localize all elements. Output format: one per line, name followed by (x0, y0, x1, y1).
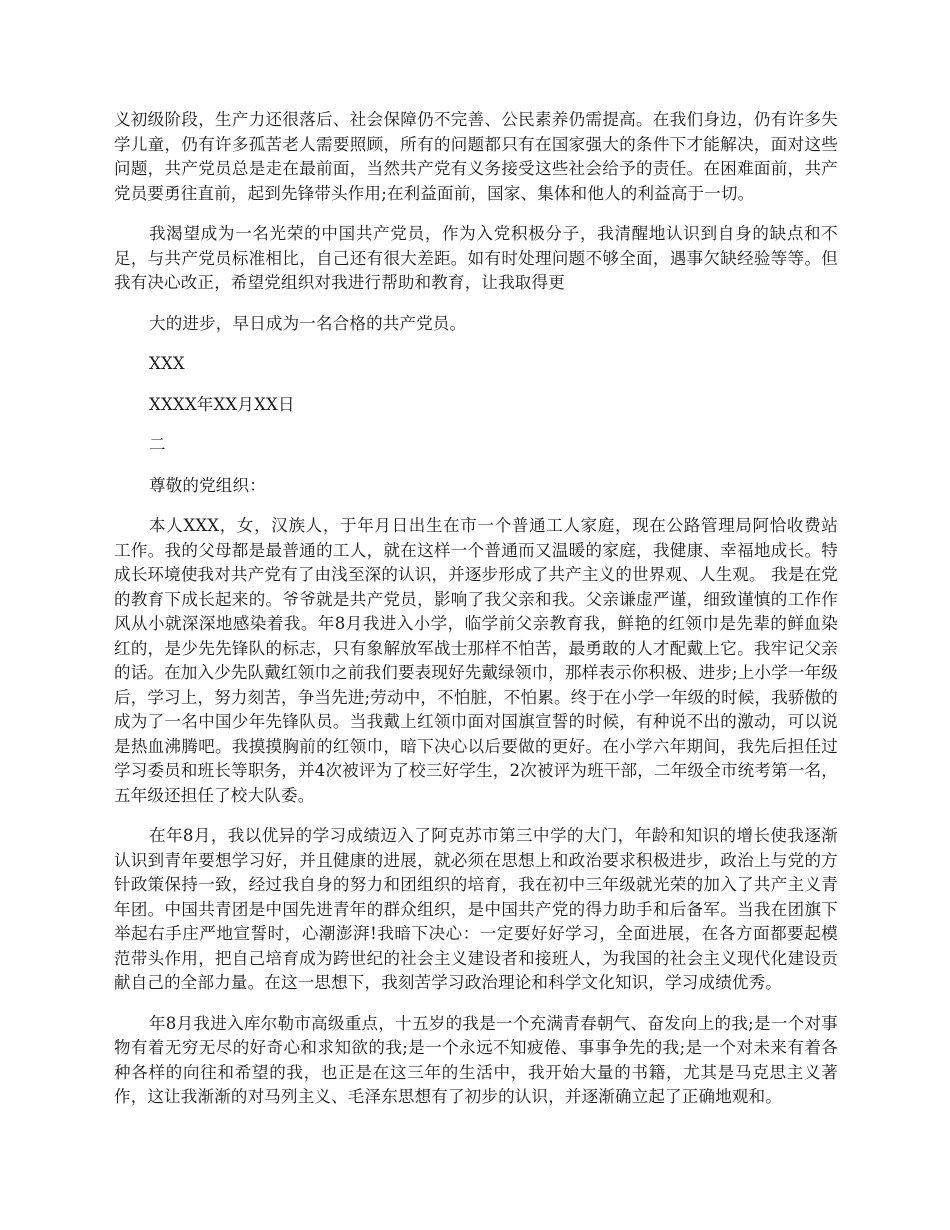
paragraph-aspiration: 我渴望成为一名光荣的中国共产党员，作为入党积极分子，我清醒地认识到自身的缺点和不足，与共产党员标准相比，自己还有很大差距。如有时处理问题不够全面，遇事欠缺经验等等。但我有决心改正，希望党组织对我进行帮助和教育，让我取得更 (114, 224, 838, 292)
signature-name: XXX (149, 354, 185, 373)
signature-date: XXXX年XX月XX日 (149, 394, 295, 414)
paragraph-background: 本人XXX，女，汉族人，于年月日出生在市一个普通工人家庭，现在公路管理局阿恰收费站 工作。我的父母都是最普通的工人，就在这样一个普通而又温暖的家庭，我健康、幸福地成长。特成长环境使我对共产党有了由浅至深的认识，并逐步形成了共产主义的世界观、人生观。 我是在党的教育下成长起来的。爷爷就是共产党员，影响了我父亲和我。父亲谦虚严谨，细致谨慎的工作作风从小就深深地感染着我。年8月我进入小学，临学前父亲教育我，鲜艳的红领巾是先辈的鲜血染红的，是少先先锋队的标志，只有象解放军战士那样不怕苦，最勇敢的人才配戴上它。我牢记父亲的话。在加入少先队戴红领巾之前我们要表现好先戴绿领巾，那样表示你积极、进步;上小学一年级后，学习上，努力刻苦，争当先进;劳动中，不怕脏，不怕累。终于在小学一年级的时候，我骄傲的成为了一名中国少年先锋队员。当我戴上红领巾面对国旗宣誓的时候，有种说不出的激动，可以说是热血沸腾吧。我摸摸胸前的红领巾，暗下决心以后要做的更好。在小学六年期间，我先后担任过学习委员和班长等职务，并4次被评为了校三好学生，2次被评为班干部，二年级全市统考第一名，五年级还担任了校大队委。 (114, 516, 838, 805)
section-number: 二 (149, 435, 166, 454)
salutation: 尊敬的党组织： (149, 475, 266, 495)
paragraph-continuation: 义初级阶段，生产力还很落后、社会保障仍不完善、公民素养仍需提高。在我们身边，仍有许多失学儿童，仍有许多孤苦老人需要照顾，所有的问题都只有在国家强大的条件下才能解决，面对这些问题，共产党员总是走在最前面，当然共产党有义务接受这些社会给予的责任。在困难面前，共产党员要勇往直前，起到先锋带头作用;在利益面前，国家、集体和他人的利益高于一切。 (114, 110, 838, 203)
paragraph-closing: 大的进步，早日成为一名合格的共产党员。 (149, 313, 467, 333)
paragraph-high-school: 年8月我进入库尔勒市高级重点，十五岁的我是一个充满青春朝气、奋发向上的我;是一个对事物有着无穷无尽的好奇心和求知欲的我;是一个永远不知疲倦、事事争先的我;是一个对未来有着各种各样的向往和希望的我，也正是在这三年的生活中，我开始大量的书籍，尤其是马克思主义著作，这让我渐渐的对马列主义、毛泽东思想有了初步的认识，并逐渐确立起了正确地观和。 (114, 1013, 838, 1106)
paragraph-middle-school: 在年8月，我以优异的学习成绩迈入了阿克苏市第三中学的大门，年龄和知识的增长使我逐渐认识到青年要想学习好，并且健康的进展，就必须在思想上和政治要求积极进步，政治上与党的方针政策保持一致，经过我自身的努力和团组织的培育，我在初中三年级就光荣的加入了共产主义青年团。中国共青团是中国先进青年的群众组织，是中国共产党的得力助手和后备军。当我在团旗下举起右手庄严地宣誓时，心潮澎湃!我暗下决心：一定要好好学习，全面进展，在各方面都要起模范带头作用，把自己培育成为跨世纪的社会主义建设者和接班人，为我国的社会主义现代化建设贡献自己的全部力量。在这一思想下，我刻苦学习政治理论和科学文化知识，学习成绩优秀。 (114, 826, 838, 992)
